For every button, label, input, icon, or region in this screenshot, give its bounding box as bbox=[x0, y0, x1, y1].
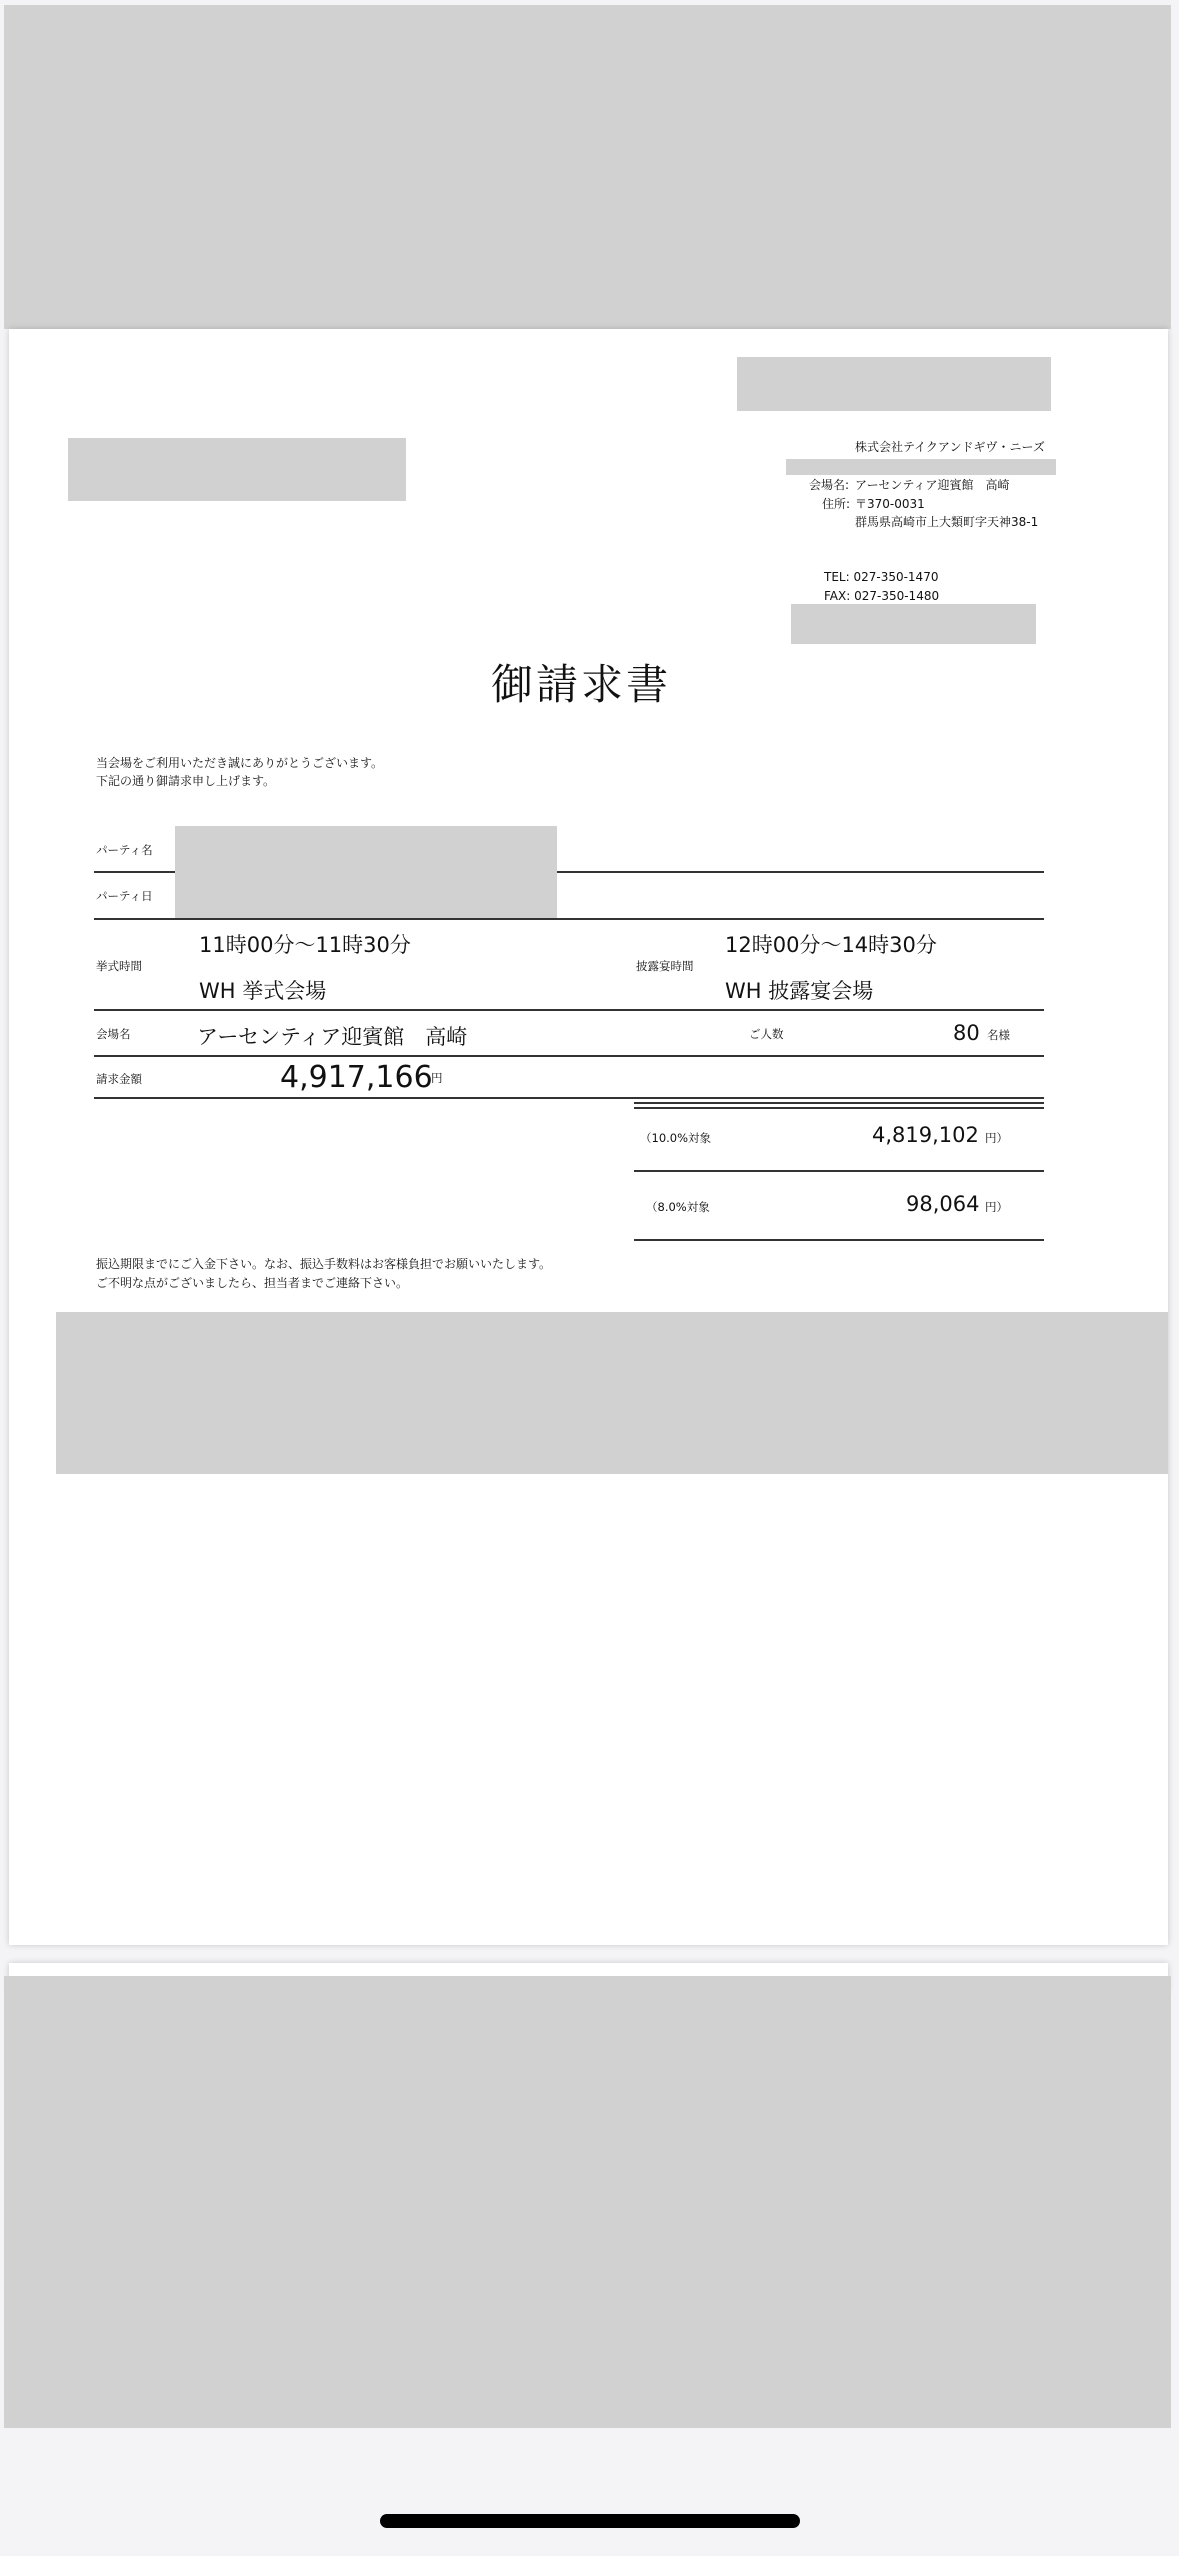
venue-value: アーセンティア迎賓館 高崎 bbox=[855, 478, 1010, 492]
amount-value: 4,917,166 bbox=[280, 1060, 433, 1095]
venue-row-label: 会場名 bbox=[96, 1027, 131, 1041]
ceremony-time: 11時00分～11時30分 bbox=[199, 933, 411, 957]
fax: FAX: 027-350-1480 bbox=[824, 589, 940, 603]
address-label: 住所: bbox=[822, 497, 851, 511]
party-name-label: パーティ名 bbox=[96, 843, 153, 857]
tax-bottom-rule bbox=[634, 1239, 1044, 1241]
venue-row-value: アーセンティア迎賓館 高崎 bbox=[197, 1025, 468, 1049]
redacted-party-info bbox=[175, 826, 557, 918]
tax10-unit: 円） bbox=[985, 1131, 1008, 1145]
reception-time-label: 披露宴時間 bbox=[636, 959, 694, 973]
redacted-block bbox=[737, 357, 1051, 411]
tel: TEL: 027-350-1470 bbox=[824, 570, 939, 584]
ceremony-time-label: 挙式時間 bbox=[96, 959, 142, 973]
redacted-block bbox=[786, 459, 1056, 475]
contact-note: ご不明な点がございましたら、担当者までご連絡下さい。 bbox=[96, 1276, 409, 1290]
tax8-label: （8.0%対象 bbox=[646, 1200, 710, 1214]
reception-venue: WH 披露宴会場 bbox=[725, 979, 874, 1003]
page-title: 御請求書 bbox=[491, 660, 672, 709]
row-divider bbox=[94, 1097, 1044, 1099]
row-divider bbox=[94, 1009, 1044, 1011]
guests-label: ご人数 bbox=[749, 1027, 784, 1041]
postal-code: 〒370-0031 bbox=[855, 497, 925, 511]
tax10-label: （10.0%対象 bbox=[640, 1131, 712, 1145]
tax-divider bbox=[634, 1170, 1044, 1172]
venue-label: 会場名: bbox=[809, 478, 850, 492]
address: 群馬県高崎市上大類町字天神38-1 bbox=[855, 515, 1039, 529]
tax-top-rule bbox=[634, 1102, 1044, 1104]
tax10-amount: 4,819,102 bbox=[872, 1123, 979, 1147]
guests-unit: 名様 bbox=[987, 1028, 1010, 1042]
row-divider bbox=[94, 1055, 1044, 1057]
redacted-recipient bbox=[68, 438, 406, 501]
guests-count: 80 bbox=[953, 1021, 980, 1045]
redacted-bottom-area bbox=[4, 1976, 1171, 2428]
redacted-block bbox=[56, 1312, 1168, 1474]
ceremony-venue: WH 挙式会場 bbox=[199, 979, 327, 1003]
tax8-amount: 98,064 bbox=[906, 1192, 980, 1216]
reception-time: 12時00分～14時30分 bbox=[725, 933, 937, 957]
redacted-stamp bbox=[791, 604, 1036, 644]
redacted-header-area bbox=[4, 5, 1171, 329]
payment-note: 振込期限までにご入金下さい。なお、振込手数料はお客様負担でお願いいたします。 bbox=[96, 1257, 552, 1271]
tax-top-rule-2 bbox=[634, 1107, 1044, 1109]
company-name: 株式会社テイクアンドギヴ・ニーズ bbox=[855, 440, 1045, 454]
amount-yen: 円 bbox=[431, 1071, 443, 1085]
tax8-unit: 円） bbox=[985, 1200, 1008, 1214]
amount-label: 請求金額 bbox=[96, 1072, 142, 1086]
party-date-label: パーティ日 bbox=[96, 889, 153, 903]
intro-line-2: 下記の通り御請求申し上げます。 bbox=[96, 774, 276, 788]
home-indicator[interactable] bbox=[380, 2514, 800, 2528]
row-divider bbox=[94, 918, 1044, 920]
intro-line-1: 当会場をご利用いただき誠にありがとうございます。 bbox=[96, 756, 384, 770]
